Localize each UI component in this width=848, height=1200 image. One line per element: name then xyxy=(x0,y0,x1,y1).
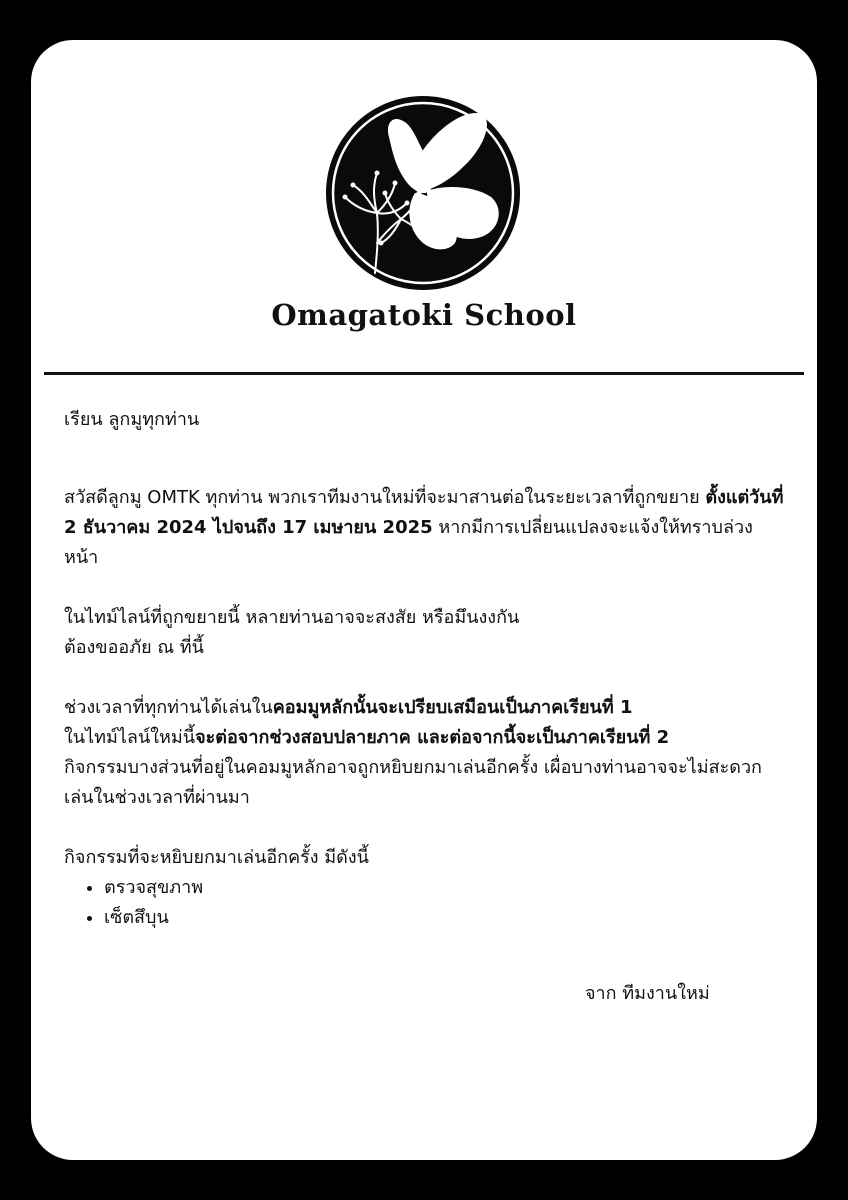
school-logo-icon xyxy=(323,93,523,293)
activities-intro: กิจกรรมที่จะหยิบยกมาเล่นอีกครั้ง มีดังนี้ xyxy=(64,847,369,868)
paragraph-schedule xyxy=(64,483,784,573)
schedule-lead: สวัสดีลูกมู OMTK ทุกท่าน พวกเราทีมงานใหม่ที่จะมาสานต่อในระยะเวลาที่ถูกขยาย xyxy=(64,487,706,508)
schedule-dates: ตั้งแต่วันที่ 2 ธันวาคม 2024 ไปจนถึง 17 เมษายน 2025 xyxy=(64,487,784,538)
paragraph-terms xyxy=(64,693,784,813)
terms-term-2: จะต่อจากช่วงสอบปลายภาค และต่อจากนี้จะเป็นภาคเรียนที่ 2 xyxy=(195,727,670,748)
greeting: เรียน ลูกมูทุกท่าน xyxy=(64,409,200,430)
activities-list xyxy=(64,873,784,933)
terms-mid: ในไทม์ไลน์ใหม่นี้ xyxy=(64,727,196,748)
school-name: Omagatoki School xyxy=(271,298,577,332)
list-item: • ตรวจสุขภาพ xyxy=(104,873,784,903)
terms-lead: ช่วงเวลาที่ทุกท่านได้เล่นใน xyxy=(64,697,273,718)
paragraph-apology xyxy=(64,603,784,663)
terms-term-1: คอมมูหลักนั้นจะเปรียบเสมือนเป็นภาคเรียนที่ 1 xyxy=(272,697,633,718)
apology-line-1: ในไทม์ไลน์ที่ถูกขยายนี้ หลายท่านอาจจะสงสัย หรือมึนงงกัน xyxy=(64,607,520,628)
schedule-tail: หากมีการเปลี่ยนแปลงจะแจ้งให้ทราบล่วงหน้า xyxy=(64,517,753,568)
header-divider xyxy=(44,372,804,375)
terms-tail: กิจกรรมบางส่วนที่อยู่ในคอมมูหลักอาจถูกหยิบยกมาเล่นอีกครั้ง เผื่อบางท่านอาจจะไม่สะดวกเล่นในช่วงเวลาที่ผ่านมา xyxy=(64,757,762,808)
apology-line-2: ต้องขออภัย ณ ที่นี้ xyxy=(64,637,204,658)
signoff: จาก ทีมงานใหม่ xyxy=(585,983,710,1004)
list-item: • เซ็ตสึบุน xyxy=(104,903,784,933)
letter-body xyxy=(64,405,784,933)
